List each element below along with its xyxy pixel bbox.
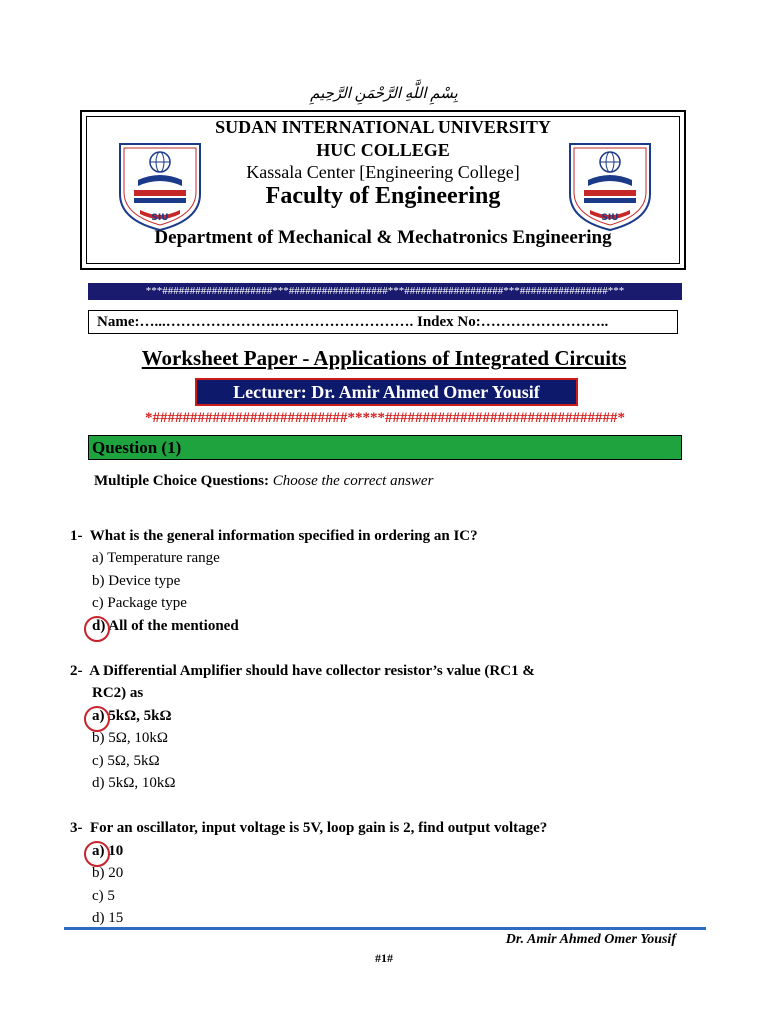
question-3	[70, 820, 670, 837]
page-number: #1#	[375, 951, 393, 965]
logo-right-siu-text: SIU	[601, 213, 619, 223]
footer-divider	[64, 927, 706, 930]
q1-option-b: b) Device type	[92, 573, 181, 589]
q1-option-a: a) Temperature range	[92, 550, 220, 566]
footer-author: Dr. Amir Ahmed Omer Yousif	[505, 932, 676, 947]
faculty-name: Faculty of Engineering	[265, 183, 501, 209]
q1-option-c: c) Package type	[92, 595, 187, 611]
answer-circle-q2	[84, 706, 110, 732]
university-name: SUDAN INTERNATIONAL UNIVERSITY	[215, 117, 551, 137]
q3-option-d: d) 15	[92, 910, 124, 926]
question-heading: Question (1)	[88, 435, 682, 460]
question-number: 3-	[70, 820, 83, 836]
lecturer-banner: Lecturer: Dr. Amir Ahmed Omer Yousif	[195, 378, 578, 406]
q2-option-b: b) 5Ω, 10kΩ	[92, 730, 169, 746]
q2-option-a: a) 5kΩ, 5kΩ	[92, 708, 172, 724]
question-2-continued: RC2) as	[92, 685, 144, 701]
answer-circle-q3	[84, 841, 110, 867]
question-text: What is the general information specified in ordering an IC?	[89, 528, 478, 544]
instructions	[94, 473, 433, 490]
center-name: Kassala Center [Engineering College]	[246, 162, 520, 182]
department-name: Department of Mechanical & Mechatronics Engineering	[154, 227, 612, 248]
basmala: بِسْمِ اللَّهِ الرَّحْمَنِ الرَّحِيمِ	[310, 86, 458, 102]
instructions-text: Choose the correct answer	[272, 473, 434, 489]
hash-divider-bar: ***####################***##################***##################***################***	[88, 283, 682, 300]
q3-option-c: c) 5	[92, 888, 115, 904]
q2-option-d: d) 5kΩ, 10kΩ	[92, 775, 176, 791]
name-index-field: Name:…...………………….………………………. Index No:……………………..	[88, 310, 678, 334]
worksheet-title: Worksheet Paper - Applications of Integrated Circuits	[141, 346, 627, 370]
q3-option-b: b) 20	[92, 865, 124, 881]
question-1	[70, 528, 670, 545]
q3-option-a: a) 10	[92, 843, 124, 859]
answer-circle-q1	[84, 616, 110, 642]
q1-option-d: d) All of the mentioned	[92, 618, 239, 634]
question-number: 1-	[70, 528, 83, 544]
question-text: A Differential Amplifier should have collector resistor’s value (RC1 &	[89, 663, 535, 679]
instructions-label: Multiple Choice Questions:	[94, 473, 269, 489]
red-hash-divider: *##########################*****###############################*	[145, 410, 625, 426]
q2-option-c: c) 5Ω, 5kΩ	[92, 753, 160, 769]
question-2	[70, 663, 670, 680]
question-number: 2-	[70, 663, 83, 679]
logo-left-siu-text: SIU	[151, 213, 169, 223]
question-text: For an oscillator, input voltage is 5V, loop gain is 2, find output voltage?	[90, 820, 548, 836]
college-name: HUC COLLEGE	[316, 140, 450, 160]
